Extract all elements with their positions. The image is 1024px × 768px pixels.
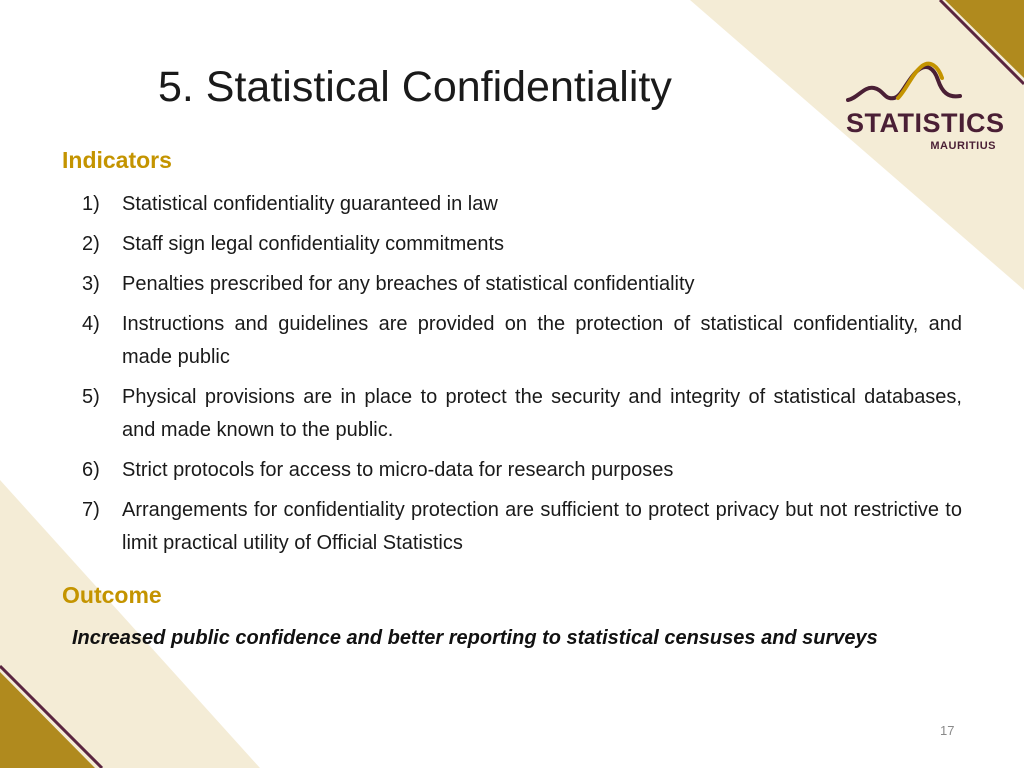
logo-wave-icon bbox=[844, 60, 1004, 110]
item-text: Strict protocols for access to micro-data for research purposes bbox=[122, 459, 674, 481]
indicator-item bbox=[82, 188, 962, 221]
item-text: Penalties prescribed for any breaches of statistical confidentiality bbox=[122, 273, 695, 295]
statistics-mauritius-logo bbox=[844, 60, 1004, 160]
item-number: 7) bbox=[82, 499, 100, 521]
item-number: 6) bbox=[82, 459, 100, 481]
item-number: 4) bbox=[82, 313, 100, 335]
indicator-item bbox=[82, 308, 962, 374]
item-text: Staff sign legal confidentiality commitments bbox=[122, 233, 505, 255]
indicators-heading: Indicators bbox=[62, 147, 172, 173]
item-text: Instructions and guidelines are provided on the protection of statistical confidentiality, and made public bbox=[122, 313, 962, 368]
indicator-list bbox=[82, 188, 962, 567]
outcome-text: Increased public confidence and better reporting to statistical censuses and surveys bbox=[72, 627, 878, 649]
logo-wordmark: STATISTICS bbox=[846, 108, 1005, 138]
item-number: 2) bbox=[82, 233, 100, 255]
item-number: 5) bbox=[82, 386, 100, 408]
page-number: 17 bbox=[940, 723, 955, 738]
item-text: Statistical confidentiality guaranteed in law bbox=[122, 193, 498, 215]
slide-title: 5. Statistical Confidentiality bbox=[158, 63, 672, 111]
indicator-item bbox=[82, 454, 962, 487]
indicator-item bbox=[82, 228, 962, 261]
item-number: 1) bbox=[82, 193, 100, 215]
outcome-heading: Outcome bbox=[62, 582, 162, 608]
logo-subtitle: MAURITIUS bbox=[930, 140, 996, 152]
indicator-item bbox=[82, 268, 962, 301]
item-text: Arrangements for confidentiality protection are sufficient to protect privacy but not restrictive to limit practical utility of Official Statistics bbox=[122, 499, 962, 554]
item-number: 3) bbox=[82, 273, 100, 295]
item-text: Physical provisions are in place to protect the security and integrity of statistical databases, and made known to the public. bbox=[122, 386, 962, 441]
indicator-item bbox=[82, 381, 962, 447]
indicator-item bbox=[82, 494, 962, 560]
